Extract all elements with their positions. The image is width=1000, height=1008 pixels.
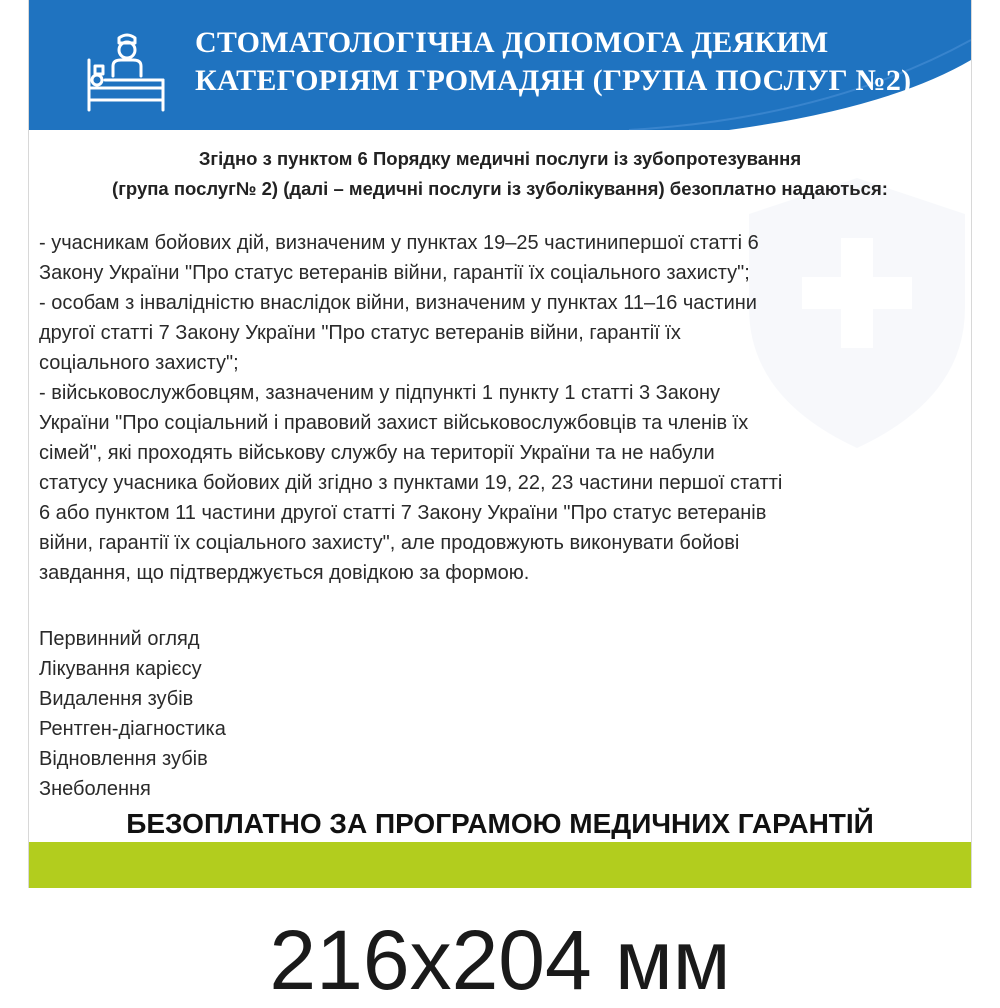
free-program-banner: БЕЗОПЛАТНО ЗА ПРОГРАМОЮ МЕДИЧНИХ ГАРАНТІЙ [126,808,874,839]
body-line: - військовослужбовцям, зазначеним у підпункті 1 пункту 1 статті 3 Закону [39,382,721,404]
service-item: Знеболення [39,778,151,800]
intro-line: Згідно з пунктом 6 Порядку медичні послуги із зубопротезування [198,148,802,169]
service-item: Відновлення зубів [39,748,208,770]
body-line: України "Про соціальний і правовий захист військовослужбовців та членів їх [39,412,749,434]
body-line: - особам з інвалідністю внаслідок війни, визначеним у пунктах 11–16 частини [39,292,757,314]
body-line: 6 або пунктом 11 частини другої статті 7 Закону України "Про статус ветеранів [39,502,767,524]
body-line: другої статті 7 Закону України "Про статус ветеранів війни, гарантії їх [39,322,681,344]
service-item: Видалення зубів [39,688,194,710]
sign-header [29,0,971,130]
intro-text [29,144,971,204]
body-line: сімей", які проходять військову службу на території України та не набули [39,442,715,464]
body-line: статусу учасника бойових дій згідно з пунктами 19, 22, 23 частини першої статті [39,472,783,494]
sign-title [195,24,955,100]
intro-line: (група послуг№ 2) (далі – медичні послуги із зуболікування) безоплатно надаються: [112,178,888,199]
green-footer-bar [29,842,971,888]
body-line: соціального захисту"; [39,352,239,374]
service-item: Лікування карієсу [39,658,202,680]
services-list [39,624,639,804]
body-line: війни, гарантії їх соціального захисту", але продовжують виконувати бойові [39,532,740,554]
eligibility-list [39,228,969,588]
service-item: Первинний огляд [39,628,200,650]
service-item: Рентген-діагностика [39,718,226,740]
sign-dimensions: 216x204 мм [269,913,731,1007]
body-line: - учасникам бойових дій, визначеним у пунктах 19–25 частинипершої статті 6 [39,232,759,254]
patient-bed-icon [83,30,169,114]
title-line: КАТЕГОРІЯМ ГРОМАДЯН (ГРУПА ПОСЛУГ №2) [195,64,912,97]
body-line: Закону України "Про статус ветеранів війни, гарантії їх соціального захисту"; [39,262,750,284]
body-line: завдання, що підтверджується довідкою за формою. [39,562,530,584]
info-sign [28,0,972,888]
title-line: СТОМАТОЛОГІЧНА ДОПОМОГА ДЕЯКИМ [195,26,829,59]
